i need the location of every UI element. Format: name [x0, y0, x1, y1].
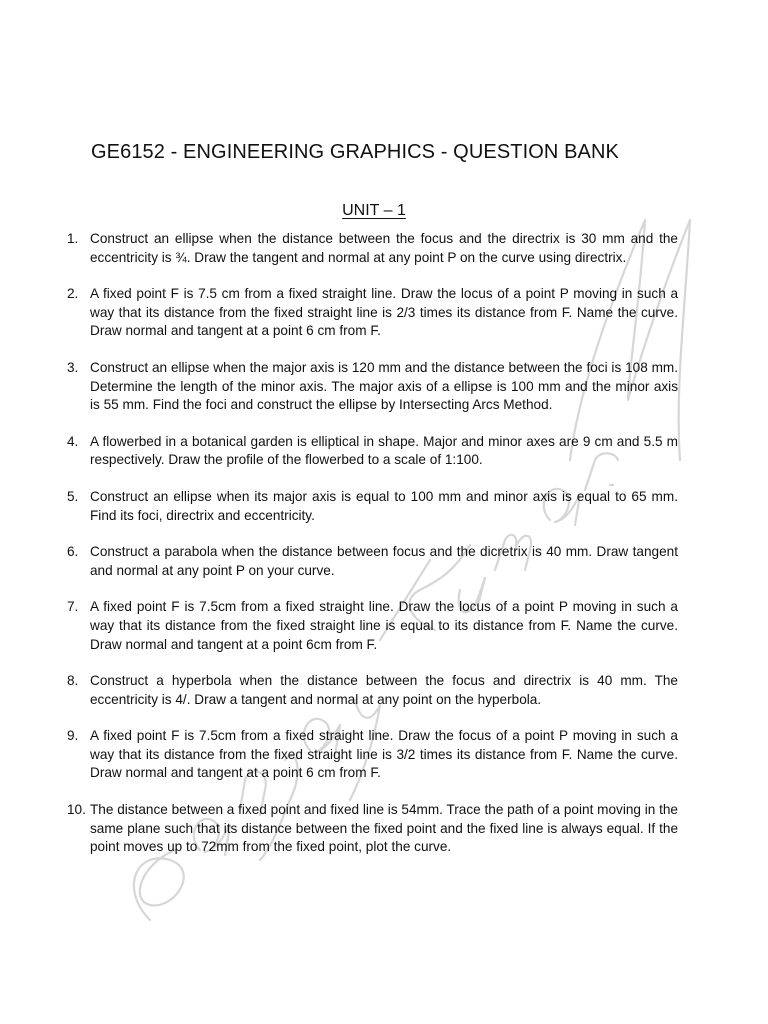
question-text: A fixed point F is 7.5cm from a fixed straight line. Draw the focus of a point P moving in such a way that its distance from the fixed straight line is 3/2 times its distance from F. Name the curve. Draw normal and tangent at a point 6 cm from F.	[90, 728, 678, 781]
question-list	[67, 230, 678, 857]
question-number: 7.	[67, 599, 79, 615]
question-item	[67, 543, 678, 580]
question-number: 9.	[67, 728, 79, 744]
question-text: Construct a parabola when the distance between focus and the dicretrix is 40 mm. Draw tangent and normal at any point P on your curve.	[90, 544, 678, 578]
question-text: Construct an ellipse when the major axis is 120 mm and the distance between the foci is 108 mm. Determine the length of the minor axis. The major axis of a ellipse is 100 mm and the minor axis is 55 mm. Find the foci and construct the ellipse by Intersecting Arcs Method.	[90, 359, 678, 413]
question-number: 5.	[67, 488, 79, 504]
question-text: A fixed point F is 7.5 cm from a fixed straight line. Draw the locus of a point P moving in such a way that its distance from the fixed straight line is 2/3 times its distance from F. Name the curve. Draw normal and tangent at a point 6 cm from F.	[90, 286, 678, 339]
question-item	[67, 230, 678, 267]
question-number: 3.	[67, 359, 79, 375]
question-item	[67, 285, 678, 341]
unit-heading-text: UNIT – 1	[342, 202, 406, 219]
question-text: Construct a hyperbola when the distance between the focus and directrix is 40 mm. The eccentricity is 4/. Draw a tangent and normal at any point on the hyperbola.	[90, 673, 678, 707]
question-number: 6.	[67, 544, 79, 560]
question-number: 8.	[67, 673, 79, 689]
question-number: 2.	[67, 286, 79, 302]
question-text: The distance between a fixed point and fixed line is 54mm. Trace the path of a point moving in the same plane such that its distance between the fixed point and the fixed line is always equal. If the point moves up to 72mm from the fixed point, plot the curve.	[90, 802, 678, 855]
question-item	[67, 672, 678, 709]
question-text: A flowerbed in a botanical garden is elliptical in shape. Major and minor axes are 9 cm and 5.5 m respectively. Draw the profile of the flowerbed to a scale of 1:100.	[90, 433, 678, 468]
question-number: 4.	[67, 433, 79, 449]
question-text: Construct an ellipse when its major axis is equal to 100 mm and minor axis is equal to 65 mm. Find its foci, directrix and eccentricity.	[90, 488, 678, 523]
question-item	[67, 801, 678, 857]
question-item	[67, 727, 678, 783]
question-text: A fixed point F is 7.5cm from a fixed straight line. Draw the locus of a point P moving in such a way that its distance from the fixed straight line is equal to its distance from F. Name the curve. Draw normal and tangent at a point 6cm from F.	[90, 599, 678, 652]
question-number: 10.	[67, 802, 86, 818]
unit-heading	[0, 202, 768, 220]
question-item	[67, 433, 678, 470]
document-title: GE6152 - ENGINEERING GRAPHICS - QUESTION BANK	[91, 141, 619, 163]
question-item	[67, 598, 678, 654]
question-number: 1.	[67, 231, 79, 246]
question-item	[67, 359, 678, 415]
question-text: Construct an ellipse when the distance between the focus and the directrix is 30 mm and the eccentricity is ¾. Draw the tangent and normal at any point P on the curve using directrix.	[90, 231, 678, 265]
question-item	[67, 488, 678, 525]
